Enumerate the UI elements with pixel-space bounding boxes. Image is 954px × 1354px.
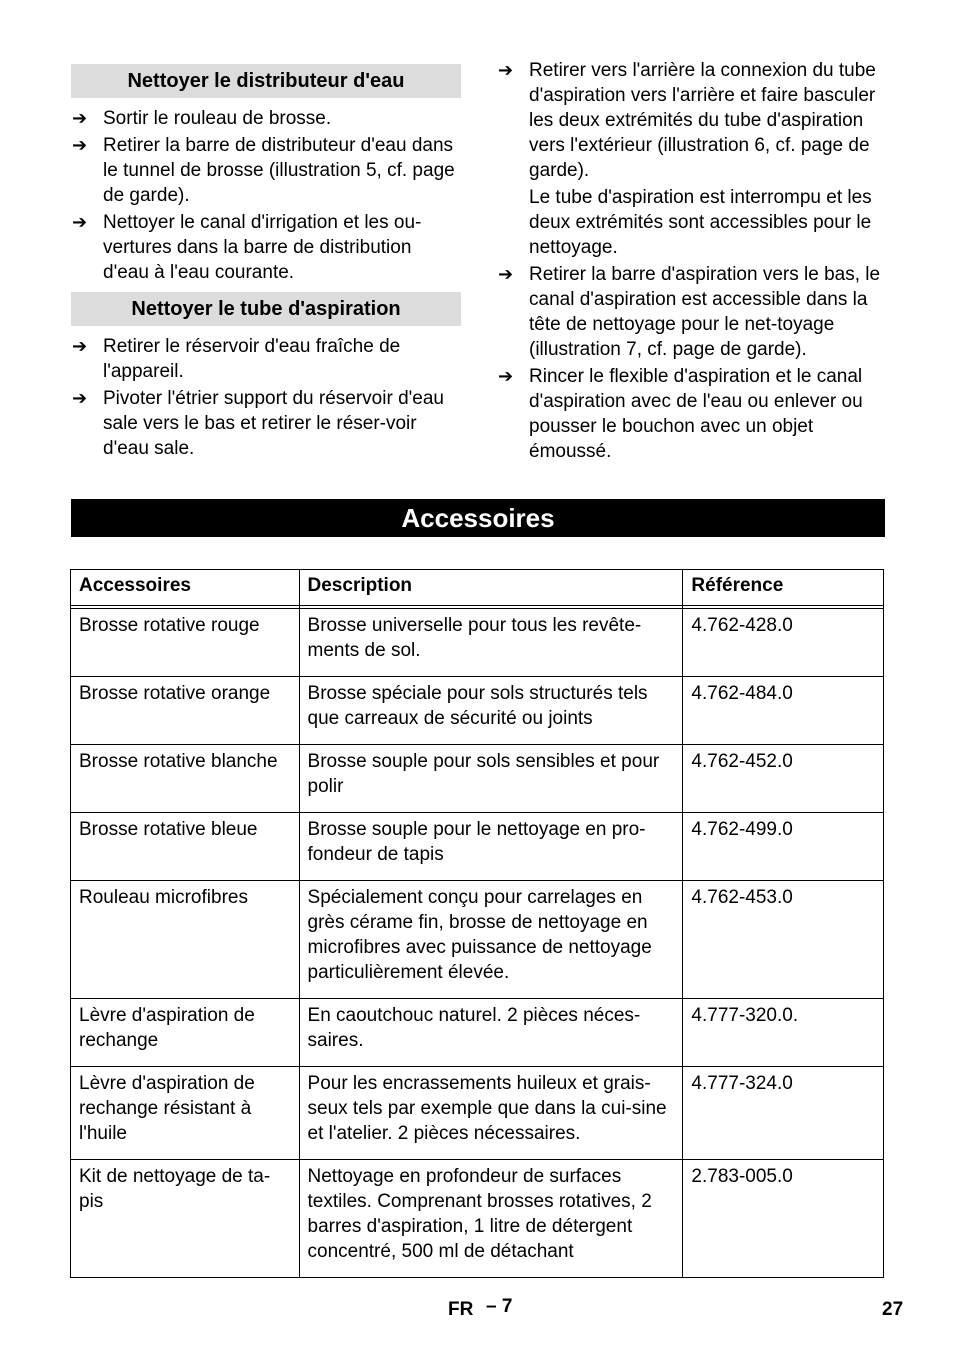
table-row [71,1067,884,1160]
accessories-banner: Accessoires [71,499,885,537]
cell-description: Pour les encrassements huileux et grais-seux tels par exemple que dans la cui-sine et l'atelier. 2 pièces nécessaires. [299,1067,683,1160]
cell-reference: 2.783-005.0 [683,1160,884,1278]
cell-accessory: Rouleau microfibres [71,881,300,999]
arrow-right-icon: ➔ [498,264,514,284]
column-header-accessories: Accessoires [71,570,300,606]
table-row [71,1160,884,1278]
arrow-right-icon: ➔ [72,108,88,128]
table-row [71,745,884,813]
section-heading-water-distributor: Nettoyer le distributeur d'eau [71,64,461,98]
cell-description: Brosse universelle pour tous les revête-ments de sol. [299,609,683,677]
water-distributor-steps [71,106,461,285]
arrow-right-icon: ➔ [72,388,88,408]
accessories-table [70,569,884,1278]
list-item: ➔ Sortir le rouleau de brosse. [72,108,332,129]
cell-accessory: Lèvre d'aspiration de rechange résistant à l'huile [71,1067,300,1160]
right-column [497,58,887,466]
column-header-reference: Référence [683,570,884,606]
suction-tube-steps-continued [497,58,887,183]
list-item: ➔ Retirer la barre d'aspiration vers le bas, le canal d'aspiration est accessible dans la tête de nettoyage pour le net-toyage (illustration 7, cf. page de garde). [498,264,881,360]
table-row [71,999,884,1067]
section-heading-suction-tube: Nettoyer le tube d'aspiration [71,292,461,326]
arrow-right-icon: ➔ [72,336,88,356]
cell-description: En caoutchouc naturel. 2 pièces néces-saires. [299,999,683,1067]
suction-tube-steps [71,334,461,461]
column-header-description: Description [299,570,683,606]
list-item: ➔ Rincer le flexible d'aspiration et le canal d'aspiration avec de l'eau ou enlever ou pousser le bouchon avec un objet émoussé. [498,366,863,462]
cell-accessory: Brosse rotative blanche [71,745,300,813]
list-item: ➔ Retirer le réservoir d'eau fraîche de l'appareil. [72,336,401,382]
table-row [71,677,884,745]
footer-section-page: – 7 [486,1296,513,1317]
suction-tube-steps-final [497,262,887,464]
arrow-right-icon: ➔ [72,135,88,155]
cell-description: Nettoyage en profondeur de surfaces textiles. Comprenant brosses rotatives, 2 barres d'aspiration, 1 litre de détergent concentré, 500 ml de détachant [299,1160,683,1278]
cell-reference: 4.777-320.0. [683,999,884,1067]
cell-reference: 4.762-484.0 [683,677,884,745]
cell-accessory: Brosse rotative rouge [71,609,300,677]
cell-description: Spécialement conçu pour carrelages en grès cérame fin, brosse de nettoyage en microfibres avec puissance de nettoyage particulièrement élevée. [299,881,683,999]
cell-description: Brosse spéciale pour sols structurés tels que carreaux de sécurité ou joints [299,677,683,745]
table-row [71,881,884,999]
cell-reference: 4.762-452.0 [683,745,884,813]
footer-language: FR [448,1299,474,1320]
list-item: ➔ Retirer la barre de distributeur d'eau dans le tunnel de brosse (illustration 5, cf. page de garde). [72,135,455,206]
cell-accessory: Brosse rotative orange [71,677,300,745]
table-header-row [71,570,884,606]
cell-reference: 4.762-499.0 [683,813,884,881]
page-number: 27 [882,1299,904,1320]
cell-description: Brosse souple pour sols sensibles et pour polir [299,745,683,813]
cell-reference: 4.762-428.0 [683,609,884,677]
cell-reference: 4.777-324.0 [683,1067,884,1160]
table-row [71,813,884,881]
cell-accessory: Brosse rotative bleue [71,813,300,881]
result-note: Le tube d'aspiration est interrompu et les deux extrémités sont accessibles pour le nettoyage. [529,187,872,258]
cell-accessory: Lèvre d'aspiration de rechange [71,999,300,1067]
arrow-right-icon: ➔ [498,60,514,80]
cell-accessory: Kit de nettoyage de ta-pis [71,1160,300,1278]
list-item: ➔ Nettoyer le canal d'irrigation et les ou-vertures dans la barre de distribution d'eau à l'eau courante. [72,212,422,283]
table-row [71,609,884,677]
arrow-right-icon: ➔ [498,366,514,386]
list-item: ➔ Pivoter l'étrier support du réservoir d'eau sale vers le bas et retirer le réser-voir d'eau sale. [72,388,444,459]
cell-description: Brosse souple pour le nettoyage en pro-fondeur de tapis [299,813,683,881]
left-column [71,58,461,463]
list-item: ➔ Retirer vers l'arrière la connexion du tube d'aspiration vers l'arrière et faire basculer les deux extrémités du tube d'aspiration vers l'extérieur (illustration 6, cf. page de garde). [498,60,876,181]
arrow-right-icon: ➔ [72,212,88,232]
cell-reference: 4.762-453.0 [683,881,884,999]
